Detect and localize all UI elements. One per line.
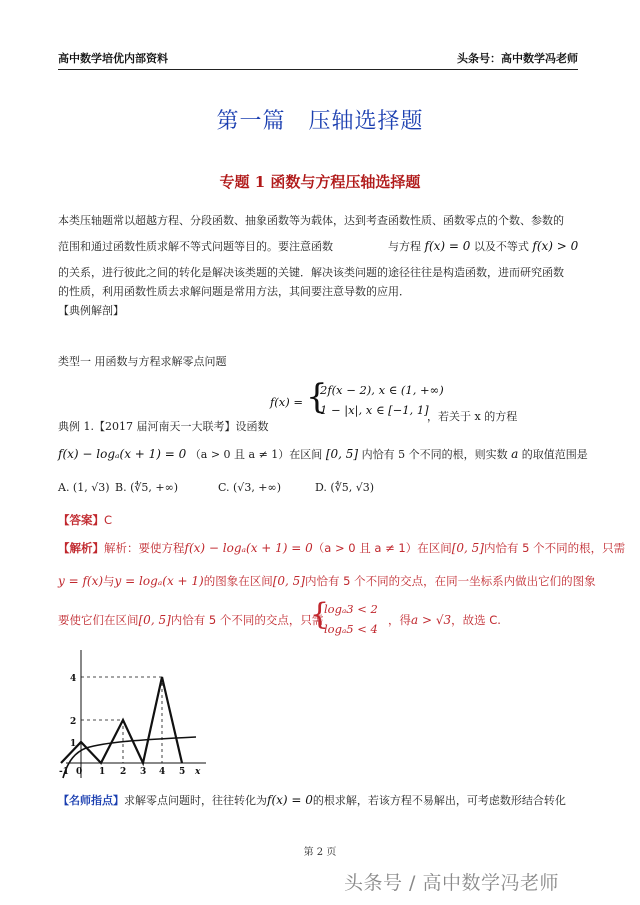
- f-curve: [61, 677, 182, 763]
- system-line-2: logₐ5 < 4: [324, 622, 378, 636]
- analysis-math: [0, 5]: [451, 541, 484, 555]
- option-b: B. (∜5, +∞): [115, 481, 179, 494]
- header-divider: [58, 69, 578, 70]
- topic-title: 专题 1 函数与方程压轴选择题: [219, 173, 421, 191]
- analysis-math: a > √3: [411, 613, 452, 627]
- x-label-3: 3: [140, 767, 147, 777]
- example-prefix: 典例 1.【2017 届河南天一大联考】设函数: [58, 420, 269, 433]
- option-c: C. (√3, +∞): [218, 481, 281, 494]
- analysis-text: 要使它们在区间: [58, 613, 139, 627]
- answer-line: [58, 512, 112, 528]
- example-text: 内恰有 5 个不同的根，则实数: [361, 448, 508, 461]
- analysis-text: 在区间: [417, 541, 452, 555]
- part-title: 第一篇 压轴选择题: [216, 109, 424, 134]
- intro-line-4: 的性质，利用函数性质去求解问题是常用方法，其间要注意导数的应用．: [58, 285, 410, 298]
- tip-text: 求解零点问题时，往往转化为: [124, 794, 267, 807]
- analysis-text: 内恰有 5 个不同的交点，只需: [170, 613, 324, 627]
- analysis-math: f(x) − logₐ(x + 1) = 0: [184, 541, 313, 555]
- section-heading: 【典例解剖】: [58, 304, 124, 317]
- x-label-0: 0: [76, 767, 83, 777]
- analysis-text: 的图象在区间: [203, 574, 273, 588]
- analysis-conclusion: [388, 612, 501, 628]
- analysis-text: 内恰有 5 个不同的交点，在同一坐标系内做出它们的图象: [304, 574, 596, 588]
- answer-value: C: [104, 513, 113, 527]
- intro-line-2: [58, 238, 578, 254]
- intro-math: f(x) > 0: [532, 239, 579, 253]
- y-label-2: 2: [70, 717, 77, 727]
- intro-text: 以及不等式: [473, 240, 529, 253]
- header-right: 头条号：高中数学冯老师: [457, 52, 578, 65]
- x-label-1: 1: [99, 767, 106, 777]
- example-equation-line: [58, 446, 588, 462]
- intro-math: f(x) = 0: [424, 239, 471, 253]
- function-graph: [56, 648, 216, 783]
- watermark: 头条号 / 高中数学冯老师: [344, 872, 559, 894]
- analysis-text: 解析：要使方程: [104, 541, 185, 555]
- condition: （a > 0 且 a ≠ 1）在区间: [189, 448, 323, 461]
- analysis-line-1: [58, 540, 625, 556]
- analysis-text: 与: [103, 574, 115, 588]
- system-brace: {: [310, 597, 330, 632]
- piecewise-fx: f(x) =: [270, 395, 304, 409]
- option-a: A. (1, √3): [58, 481, 110, 494]
- left-brace: {: [306, 377, 328, 417]
- intro-line-3: 的关系，进行彼此之间的转化是解决该类题的关键．解决该类问题的途径往往是构造函数，进而研究函数: [58, 266, 564, 279]
- tip-line: [58, 792, 566, 808]
- tip-label: 【名师指点】: [58, 794, 124, 807]
- intro-text: 范围和通过函数性质求解不等式问题等目的。要注意函数: [58, 240, 333, 253]
- x-label-4: 4: [159, 767, 166, 777]
- interval: [0, 5]: [325, 447, 359, 461]
- intro-text: 与方程: [388, 240, 421, 253]
- analysis-label: 【解析】: [58, 541, 104, 555]
- y-label-4: 4: [70, 674, 77, 684]
- tip-math: f(x) = 0: [267, 793, 313, 807]
- intro-line-1: 本类压轴题常以超越方程、分段函数、抽象函数等为载体，达到考查函数性质、函数零点的个数、参数的: [58, 214, 564, 227]
- example-text: 的取值范围是: [521, 448, 588, 461]
- x-label-x: x: [195, 767, 201, 777]
- type-heading: 类型一 用函数与方程求解零点问题: [58, 355, 227, 368]
- piecewise-case-1: 2f(x − 2), x ∈ (1, +∞): [320, 383, 444, 397]
- equation: f(x) − logₐ(x + 1) = 0: [58, 447, 187, 461]
- x-label-5: 5: [179, 767, 186, 777]
- header-left: 高中数学培优内部资料: [58, 52, 168, 65]
- x-label-2: 2: [120, 767, 127, 777]
- x-label--1: -1: [59, 767, 69, 777]
- analysis-text: （a > 0 且 a ≠ 1）: [312, 541, 418, 555]
- analysis-math: [0, 5]: [272, 574, 305, 588]
- piecewise-case-2: 1 − |x|, x ∈ [−1, 1]: [320, 403, 429, 417]
- analysis-text: ，故选 C.: [451, 613, 501, 627]
- analysis-math: y = logₐ(x + 1): [114, 574, 204, 588]
- option-d: D. (∜5, √3): [315, 481, 375, 494]
- answer-label: 【答案】: [58, 513, 104, 527]
- analysis-line-3: [58, 612, 323, 628]
- y-label-1: 1: [70, 739, 77, 749]
- analysis-math: y = f(x): [58, 574, 104, 588]
- param-a: a: [511, 447, 519, 461]
- analysis-text: 内恰有 5 个不同的根，只需: [483, 541, 626, 555]
- system-line-1: logₐ3 < 2: [324, 602, 378, 616]
- analysis-line-2: [58, 573, 596, 589]
- analysis-text: ，得: [388, 613, 411, 627]
- example-suffix: ，若关于 x 的方程: [427, 410, 518, 423]
- page-number: 第 2 页: [303, 847, 337, 858]
- tip-text: 的根求解，若该方程不易解出，可考虑数形结合转化: [312, 794, 566, 807]
- analysis-math: [0, 5]: [138, 613, 171, 627]
